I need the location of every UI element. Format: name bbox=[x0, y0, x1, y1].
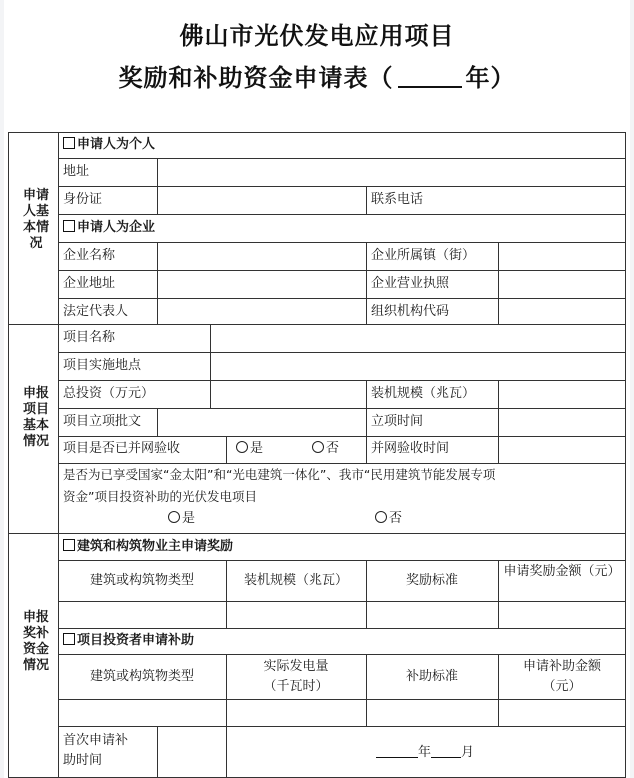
capacity-label: 装机规模（兆瓦） bbox=[371, 386, 476, 401]
investor-col-generation-l1: 实际发电量 bbox=[263, 659, 329, 674]
investor-col-type: 建筑或构筑物类型 bbox=[89, 669, 194, 684]
grid-question-label: 项目是否已并网验收 bbox=[63, 441, 181, 456]
investor-col-generation-l2: （千瓦时） bbox=[263, 679, 329, 694]
first-time-label-l2: 助时间 bbox=[63, 753, 103, 768]
enterprise-checkbox[interactable] bbox=[63, 220, 75, 232]
owner-col-amount: 申请奖励金额（元） bbox=[503, 564, 621, 579]
year-input-line[interactable] bbox=[376, 743, 418, 758]
id-card-label: 身份证 bbox=[63, 192, 103, 207]
approval-time-label: 立项时间 bbox=[371, 414, 424, 429]
company-name-label: 企业名称 bbox=[63, 248, 116, 263]
project-location-label: 项目实施地点 bbox=[63, 358, 142, 373]
form-title-line1: 佛山市光伏发电应用项目 bbox=[179, 22, 455, 50]
subsidy-yes-radio[interactable] bbox=[168, 511, 180, 523]
form-title-suffix: 年） bbox=[465, 64, 516, 92]
phone-label: 联系电话 bbox=[371, 192, 424, 207]
section-applicant-label: 申请人基本情况 bbox=[22, 188, 49, 251]
year-label: 年 bbox=[418, 745, 432, 760]
month-input-line[interactable] bbox=[431, 743, 461, 758]
section-project-label: 申报项目基本情况 bbox=[22, 386, 49, 449]
project-name-label: 项目名称 bbox=[63, 330, 116, 345]
subsidy-yes-option[interactable]: 是 bbox=[168, 511, 195, 527]
first-time-label-l1: 首次申请补 bbox=[63, 733, 129, 748]
address-label: 地址 bbox=[63, 164, 90, 179]
investment-label: 总投资（万元） bbox=[63, 386, 155, 401]
enterprise-header: 申请人为企业 bbox=[63, 220, 155, 236]
investor-header: 项目投资者申请补助 bbox=[63, 633, 194, 649]
owner-col-type: 建筑或构筑物类型 bbox=[89, 573, 194, 588]
owner-header: 建筑和构筑物业主申请奖励 bbox=[63, 539, 233, 555]
owner-col-standard: 奖励标准 bbox=[405, 573, 458, 588]
company-address-label: 企业地址 bbox=[63, 276, 116, 291]
grid-no-option[interactable]: 否 bbox=[312, 441, 339, 457]
org-code-label: 组织机构代码 bbox=[371, 304, 450, 319]
month-label: 月 bbox=[461, 745, 475, 760]
grid-time-label: 并网验收时间 bbox=[371, 441, 450, 456]
investor-col-amount-l2: （元） bbox=[542, 679, 582, 694]
first-time-date bbox=[376, 743, 474, 761]
investor-checkbox[interactable] bbox=[63, 633, 75, 645]
subsidy-no-option[interactable]: 否 bbox=[375, 511, 402, 527]
license-label: 企业营业执照 bbox=[371, 276, 450, 291]
personal-header: 申请人为个人 bbox=[63, 137, 155, 153]
town-label: 企业所属镇（街） bbox=[371, 248, 476, 263]
section-subsidy-label: 申报奖补资金情况 bbox=[22, 610, 49, 673]
grid-no-radio[interactable] bbox=[312, 441, 324, 453]
form-title-prefix: 奖励和补助资金申请表（ bbox=[118, 64, 394, 92]
subsidy-no-radio[interactable] bbox=[375, 511, 387, 523]
legal-rep-label: 法定代表人 bbox=[63, 304, 129, 319]
subsidy-question-line1: 是否为已享受国家“金太阳”和“光电建筑一体化”、我市“民用建筑节能发展专项 bbox=[63, 467, 496, 482]
owner-col-capacity: 装机规模（兆瓦） bbox=[243, 573, 348, 588]
grid-yes-radio[interactable] bbox=[236, 441, 248, 453]
owner-checkbox[interactable] bbox=[63, 539, 75, 551]
personal-checkbox[interactable] bbox=[63, 137, 75, 149]
investor-col-amount-l1: 申请补助金额 bbox=[522, 659, 601, 674]
investor-col-standard: 补助标准 bbox=[405, 669, 458, 684]
approval-label: 项目立项批文 bbox=[63, 414, 142, 429]
subsidy-question-line2: 资金”项目投资补助的光伏发电项目 bbox=[63, 489, 257, 504]
grid-yes-option[interactable]: 是 bbox=[236, 441, 263, 457]
